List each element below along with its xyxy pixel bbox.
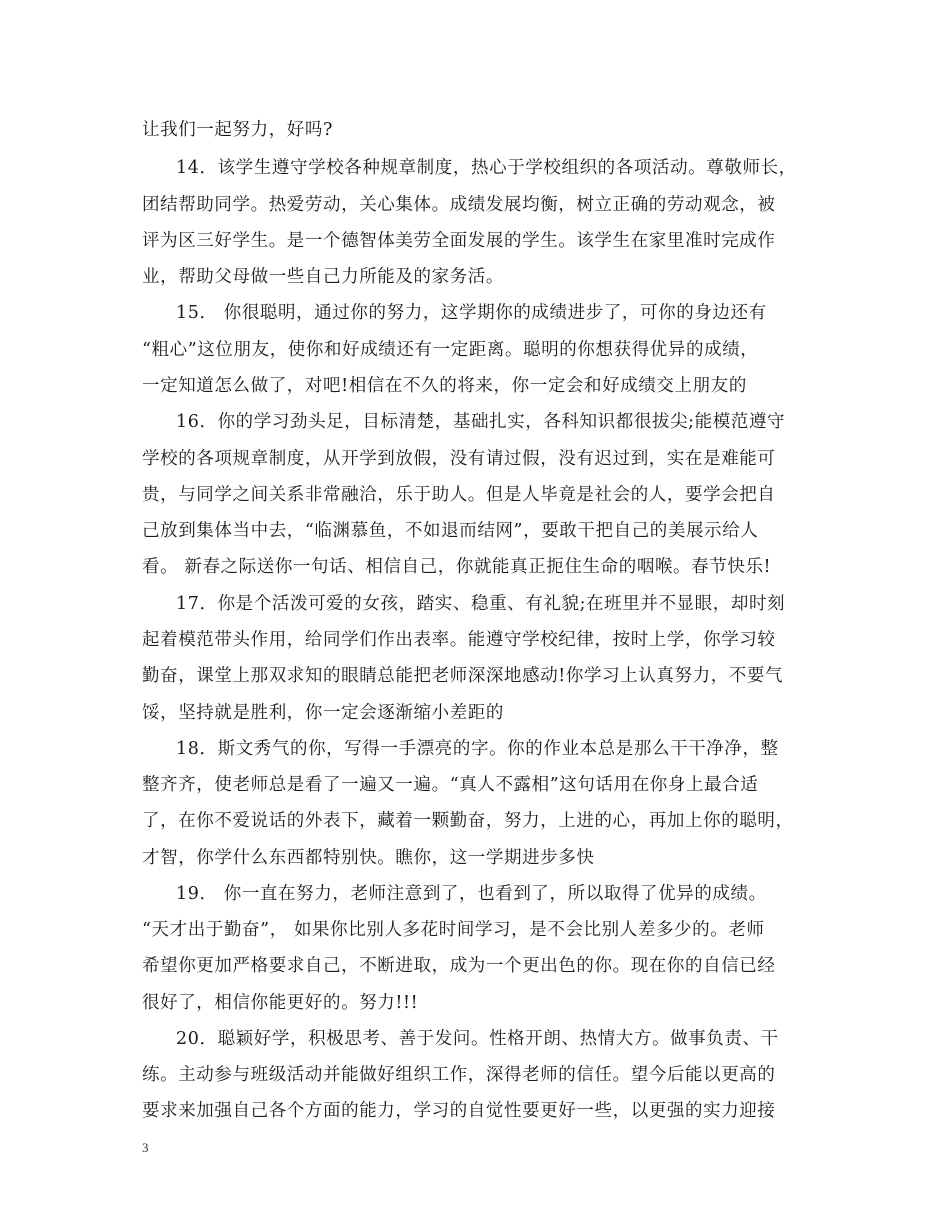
text-line: 一定知道怎么做了，对吧!相信在不久的将来，你一定会和好成绩交上朋友的: [142, 376, 747, 396]
paragraph-20-line-1: 20．聪颖好学，积极思考、善于发问。性格开朗、热情大方。做事负责、干: [176, 1029, 779, 1049]
text-line: 整齐齐，使老师总是看了一遍又一遍。“真人不露相”这句话用在你身上最合适: [142, 775, 759, 795]
text-line: 起着模范带头作用，给同学们作出表率。能遵守学校纪律，按时上学，你学习较: [142, 630, 776, 650]
text-line: 评为区三好学生。是一个德智体美劳全面发展的学生。该学生在家里准时完成作: [142, 231, 776, 251]
text-line: 学校的各项规章制度，从开学到放假，没有请过假，没有迟过到，实在是难能可: [142, 449, 776, 469]
text-line: 业，帮助父母做一些自己力所能及的家务活。: [142, 267, 504, 287]
paragraph-19-line-1: 19． 你一直在努力，老师注意到了，也看到了，所以取得了优异的成绩。: [176, 884, 767, 904]
text-line: 团结帮助同学。热爱劳动，关心集体。成绩发展均衡，树立正确的劳动观念，被: [142, 195, 776, 215]
text-line: 己放到集体当中去，“临渊慕鱼，不如退而结网”，要敢干把自己的美展示给人: [142, 521, 759, 541]
text-line: 了，在你不爱说话的外表下，藏着一颗勤奋，努力，上进的心，再加上你的聪明，: [142, 811, 794, 831]
text-line: 才智，你学什么东西都特别快。瞧你，这一学期进步多快: [142, 848, 595, 868]
text-line: 贵，与同学之间关系非常融洽，乐于助人。但是人毕竟是社会的人，要学会把自: [142, 485, 776, 505]
paragraph-18-line-1: 18．斯文秀气的你，写得一手漂亮的字。你的作业本总是那么干干净净，整: [176, 739, 779, 759]
text-line: “粗心”这位朋友，使你和好成绩还有一定距离。聪明的你想获得优异的成绩，: [142, 340, 759, 360]
text-line: 让我们一起努力，好吗?: [142, 120, 333, 140]
text-line: 看。 新春之际送你一句话、相信自己，你就能真正扼住生命的咽喉。春节快乐!: [142, 557, 772, 577]
text-line: 练。主动参与班级活动并能做好组织工作，深得老师的信任。望今后能以更高的: [142, 1065, 776, 1085]
paragraph-15-line-1: 15． 你很聪明，通过你的努力，这学期你的成绩进步了，可你的身边还有: [176, 303, 767, 323]
text-line: “天才出于勤奋”， 如果你比别人多花时间学习，是不会比别人差多少的。老师: [142, 920, 765, 940]
text-line: 很好了，相信你能更好的。努力!!!: [142, 993, 419, 1013]
text-line: 要求来加强自己各个方面的能力，学习的自觉性要更好一些，以更强的实力迎接: [142, 1101, 776, 1121]
text-line: 勤奋，课堂上那双求知的眼睛总能把老师深深地感动!你学习上认真努力，不要气: [142, 666, 784, 686]
page-number: 3: [142, 1140, 149, 1155]
paragraph-17-line-1: 17．你是个活泼可爱的女孩，踏实、稳重、有礼貌;在班里并不显眼，却时刻: [176, 594, 786, 614]
text-line: 希望你更加严格要求自己，不断进取，成为一个更出色的你。现在你的自信已经: [142, 956, 776, 976]
paragraph-14-line-1: 14．该学生遵守学校各种规章制度，热心于学校组织的各项活动。尊敬师长，: [176, 158, 797, 178]
text-line: 馁，坚持就是胜利，你一定会逐渐缩小差距的: [142, 703, 504, 723]
paragraph-16-line-1: 16．你的学习劲头足，目标清楚，基础扎实，各科知识都很拔尖;能模范遵守: [176, 412, 786, 432]
